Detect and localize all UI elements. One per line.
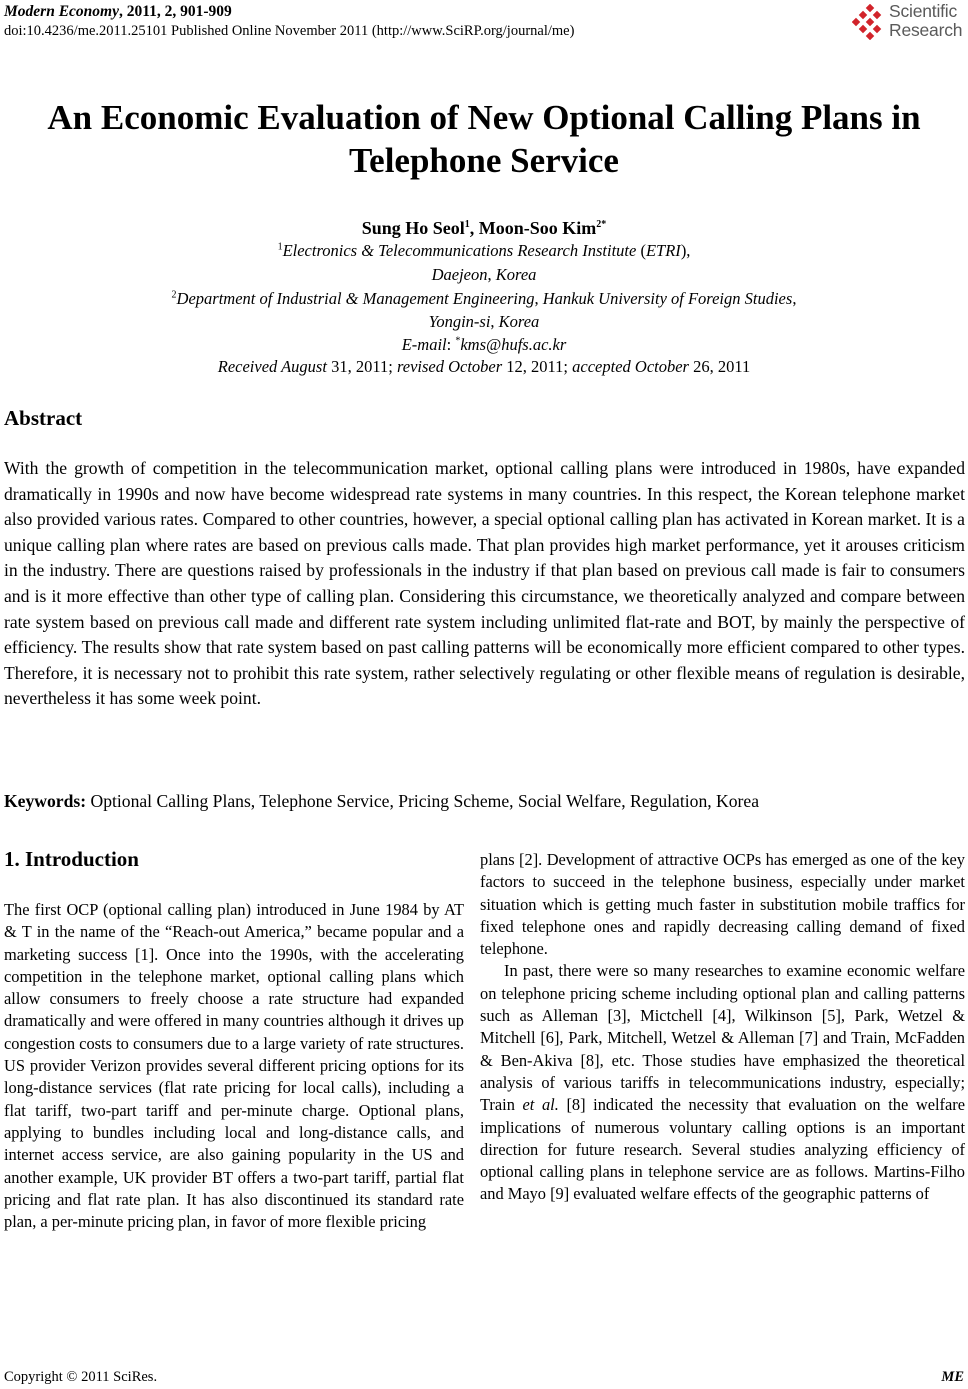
title-line-1: An Economic Evaluation of New Optional Calling Plans in [47,98,921,137]
author-name: Moon-Soo Kim [478,218,597,238]
received-dates: Received August 31, 2011; revised October 12, 2011; accepted October 26, 2011 [217,357,751,376]
paragraph: In past, there were so many researches to examine economic welfare on telephone pricing scheme including optional plan and calling patterns such as Alleman [3], Mictchell [4], Wilkinson [5], Park, Wetzel & Mitchell [6], Park, Mitchell, Wetzel & Alleman [7] and Train, McFadden & Ben-Akiva [8], etc. Those studies have emphasized the theoretical analysis of various tariffs in telecommunications industry, especially; Train et al. [8] indicated the necessity that evaluation on the welfare implications of numerous voluntary calling options is an important direction for future research. Several studies analyzing efficiency of optional calling plans in telephone service are as follows. Martins-Filho and Mayo [9] evaluated welfare effects of the geographic patterns of [480,961,966,1204]
paragraph: The first OCP (optional calling plan) introduced in June 1984 by AT & T in the name of the “Reach-out America,” became popular and a marketing success [1]. Once into the 1990s, with the accelerating competition in the telephone market, optional calling plans which allow consumers to freely choose a rate structure had expanded dramatically and were offered in many countries although it drives up congestion costs to consumers due to a large variety of rate structures. US provider Verizon provides several different pricing options for its long-distance services (flat rate pricing for local calls), including a flat tariff, two-part tariff and per-minute charge. Optional plans, applying to bundles including local and long-distance calls, and internet access service, are also gaining popularity in the US and another example, UK provider BT offers a two-part tariff, partial flat pricing and flat rate plan. It has also discontinued its standard rate plan, a per-minute pricing plan, in favor of more flexible pricing [4,900,464,1232]
keywords-label: Keywords: [4,791,87,811]
affiliation-1-location: Daejeon, Korea [431,265,537,284]
keywords [4,789,965,813]
title-line-2: Telephone Service [349,141,619,180]
abstract-heading: Abstract [4,406,83,430]
author-name: Sung Ho Seol [361,218,465,238]
affiliation-2: $^2$Department of Industrial & Management Engineering, Hankuk University of Foreign Studies, [171,289,797,308]
footer-journal-abbr: ME [941,1369,964,1385]
paragraph: plans [2]. Development of attractive OCPs has emerged as one of the key factors to succeed in the telephone business, especially under market situation which is getting much faster in substitution mobile traffics for fixed telephone ones and rapidly decreasing calling demand of fixed telephone. [480,850,965,959]
publisher-logo [852,2,968,44]
journal-name: Modern Economy [4,3,119,20]
doi-line: doi:10.4236/me.2011.25101 Published Online November 2011 (http://www.SciRP.org/journal/me) [4,23,575,39]
author-list: Sung Ho Seol$^1$, Moon-Soo Kim$^{2*}$ [361,218,607,238]
scirp-logo-icon [852,4,888,40]
email-line: E-mail: *kms@hufs.ac.kr [401,335,567,354]
email-link[interactable]: kms@hufs.ac.kr [460,335,567,354]
right-column [480,849,965,1206]
section-heading: 1. Introduction [4,847,139,871]
affiliation-2-location: Yongin-si, Korea [428,312,540,331]
paper-title [0,96,968,182]
abstract-text: With the growth of competition in the telecommunication market, optional calling plans were introduced in 1980s, have expanded dramatically in 1990s and now have become widespread rate systems in many countries. In this respect, the Korean telephone market also provided various rates. Compared to other countries, however, a special optional calling plan has activated in Korean market. It is a unique calling plan where rates are based on previous calls made. That plan provides high market performance, yet it arouses criticism in the industry. There are questions raised by professionals in the industry if that plan based on previous call made is fair to consumers and is it more effective than other type of calling plan. Considering this circumstance, we theoretically analyzed and compare between rate system based on previous call made and different rate system including unlimited flat-rate and BOT, by mainly the perspective of efficiency. The results show that rate system based on past calling patterns will be economically more efficient compared to other types. Therefore, it is necessary not to prohibit this rate system, rather selectively regulating or other flexible means of regulation is desirable, nevertheless it has some week point. [4,458,965,709]
left-column [4,899,464,1233]
keywords-text: Optional Calling Plans, Telephone Service, Pricing Scheme, Social Welfare, Regulation, Korea [86,791,760,811]
journal-volume: , 2011, 2, 901-909 [118,3,232,20]
affiliation-1: $^1$Electronics & Telecommunications Research Institute (ETRI), [277,241,691,260]
journal-citation [4,2,232,21]
footer-copyright: Copyright © 2011 SciRes. [4,1369,158,1385]
logo-text: Scientific Research [889,1,963,40]
